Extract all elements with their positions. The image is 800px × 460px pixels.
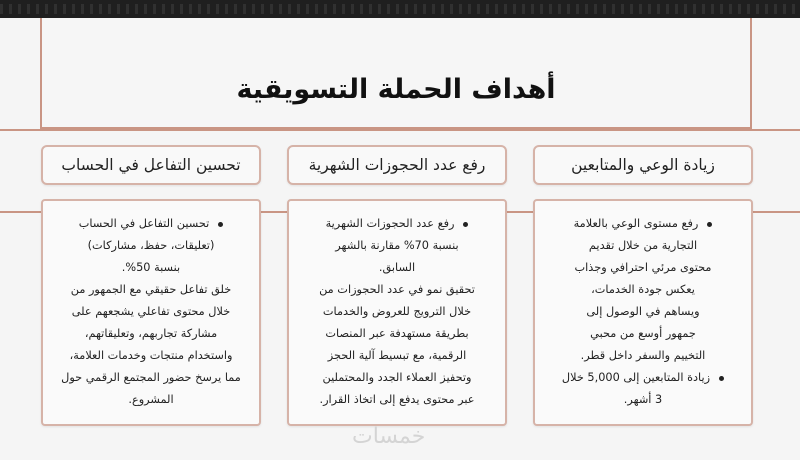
bullet-item: رفع مستوى الوعي بالعلامة [545, 213, 741, 235]
bullet-item: رفع عدد الحجوزات الشهرية [299, 213, 495, 235]
text-line: بطريقة مستهدفة عبر المنصات [325, 327, 469, 340]
text-line: يعكس جودة الخدمات، [591, 283, 695, 296]
text-line: خلق تفاعل حقيقي مع الجمهور من [70, 283, 232, 296]
text-line: (تعليقات، حفظ، مشاركات) [87, 239, 215, 252]
heading-label: رفع عدد الحجوزات الشهرية [308, 156, 486, 174]
text-line: واستخدام منتجات وخدمات العلامة، [69, 349, 233, 362]
content-bookings [287, 199, 507, 426]
text-line: ويساهم في الوصول إلى [586, 305, 700, 318]
heading-bookings [287, 145, 507, 185]
text-line: عبر محتوى يدفع إلى اتخاذ القرار. [319, 393, 475, 406]
text-line: بنسبة 50%. [121, 261, 181, 274]
title-frame [40, 18, 752, 129]
heading-awareness [533, 145, 753, 185]
heading-engagement [41, 145, 261, 185]
divider-line-top [0, 129, 800, 131]
text-line: 3 أشهر. [623, 393, 663, 406]
text-line: المشروع. [128, 393, 174, 406]
text-line: مشاركة تجاربهم، وتعليقاتهم، [84, 327, 218, 340]
bullet-dot [463, 222, 468, 227]
text-line: الرقمية، مع تبسيط آلية الحجز [327, 349, 467, 362]
content-awareness [533, 199, 753, 426]
bullet-dot [218, 222, 223, 227]
text-line: وتحفيز العملاء الجدد والمحتملين [322, 371, 472, 384]
top-strip [0, 0, 800, 18]
bullet-item: تحسين التفاعل في الحساب [53, 213, 249, 235]
text-line: جمهور أوسع من محبي [590, 327, 696, 340]
text-line: بنسبة 70% مقارنة بالشهر [335, 239, 459, 252]
slide-page [0, 18, 800, 460]
bullet-dot [707, 222, 712, 227]
page-title: أهداف الحملة التسويقية [236, 74, 556, 105]
text-line: التجارية من خلال تقديم [588, 239, 698, 252]
text-line: السابق. [378, 261, 416, 274]
content-engagement [41, 199, 261, 426]
text-line: خلال محتوى تفاعلي يشجعهم على [71, 305, 231, 318]
text-line: خلال الترويج للعروض والخدمات [322, 305, 472, 318]
bullet-item: زيادة المتابعين إلى 5,000 خلال [545, 367, 741, 389]
text-line: مما يرسخ حضور المجتمع الرقمي حول [61, 371, 241, 384]
text-line: محتوى مرئي احترافي وجذاب [574, 261, 712, 274]
watermark-logo: خمسات [352, 424, 426, 449]
text-line: التخييم والسفر داخل قطر. [580, 349, 706, 362]
text-line: تحقيق نمو في عدد الحجوزات من [319, 283, 475, 296]
bullet-dot [719, 376, 724, 381]
heading-label: تحسين التفاعل في الحساب [61, 156, 241, 174]
heading-label: زيادة الوعي والمتابعين [571, 156, 715, 174]
